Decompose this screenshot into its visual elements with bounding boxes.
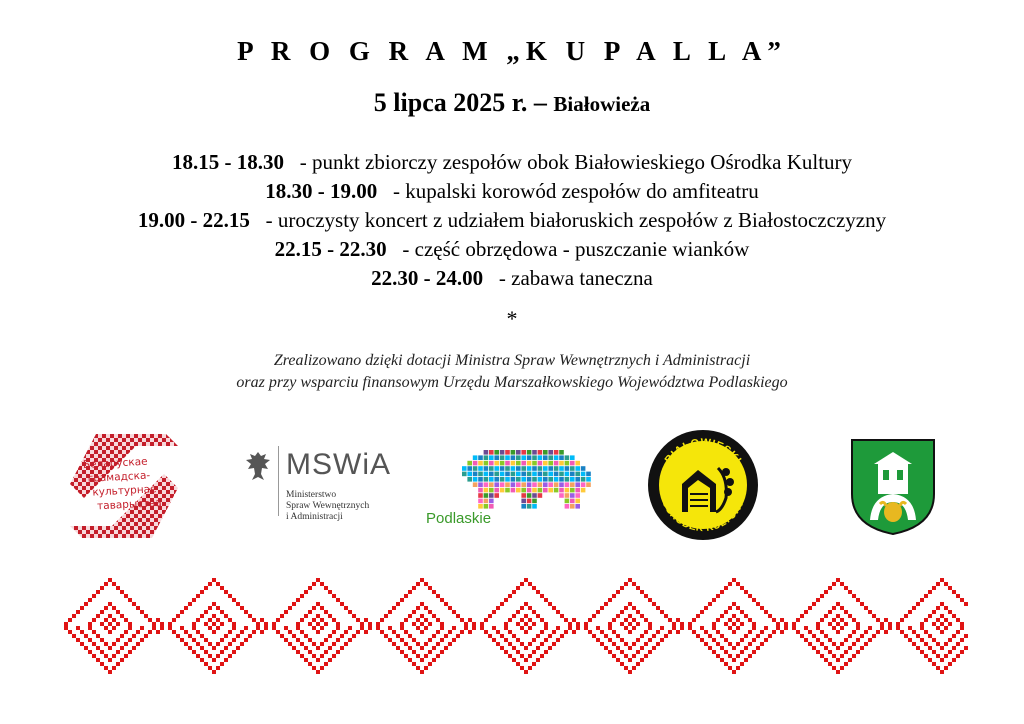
mswia-divider [278,446,279,516]
schedule-time: 22.30 - 24.00 [371,266,484,290]
schedule-desc: - kupalski korowód zespołów do amfiteatru [393,179,759,203]
folk-ornament-band [60,578,968,674]
schedule-item [0,177,1024,206]
event-date: 5 lipca 2025 r. – [373,88,547,117]
schedule-desc: - punkt zbiorczy zespołów obok Białowieskiego Ośrodka Kultury [299,150,853,174]
credits-line: Zrealizowano dzięki dotacji Ministra Spraw Wewnętrznych i Administracji [273,352,751,369]
bok-bottom-text: OŚRODEK KULTURY [659,498,747,535]
bgkt-text: грамадска- [87,469,151,485]
schedule-desc: - uroczysty koncert z udziałem białoruskich zespołów z Białostoczczyzny [265,208,887,232]
separator-star: * [506,306,518,331]
event-place: Białowieża [553,92,651,116]
podlaskie-logo [424,440,594,532]
bgkt-text: таварыства [96,496,163,513]
mswia-text: i Administracji [286,512,343,522]
page-title: P R O G R A M „K U P A L L A” [237,36,787,66]
eagle-icon [244,450,272,484]
funding-credits [0,350,1024,394]
podlaskie-name: Podlaskie [426,510,492,527]
schedule-item [0,264,1024,293]
bok-emblem-icon [646,428,760,542]
schedule-time: 22.15 - 22.30 [274,237,387,261]
crest-icon [850,438,936,536]
schedule-time: 18.15 - 18.30 [171,150,284,174]
schedule-item [0,148,1024,177]
schedule-time: 19.00 - 22.15 [137,208,250,232]
bgkt-logo [66,430,182,542]
credits-line: oraz przy wsparciu finansowym Urzędu Marszałkowskiego Województwa Podlaskiego [236,374,788,391]
event-date-place [0,88,1024,118]
bok-top-text: BIAŁOWIESKI [662,436,744,467]
schedule-item [0,235,1024,264]
mswia-logo [244,446,394,530]
schedule-time: 18.30 - 19.00 [265,179,378,203]
bgkt-text: культурнае [92,483,157,499]
bok-logo [646,428,760,542]
mswia-text: Ministerstwo [286,490,337,500]
bgkt-text: Беларускае [82,455,148,472]
schedule-desc: - zabawa taneczna [498,266,653,290]
coat-of-arms [850,438,936,536]
schedule-desc: - część obrzędowa - puszczanie wianków [402,237,750,261]
mswia-name: MSWiA [286,448,391,481]
schedule-item [0,206,1024,235]
schedule-list [0,148,1024,293]
mswia-text: Spraw Wewnętrznych [286,501,370,511]
